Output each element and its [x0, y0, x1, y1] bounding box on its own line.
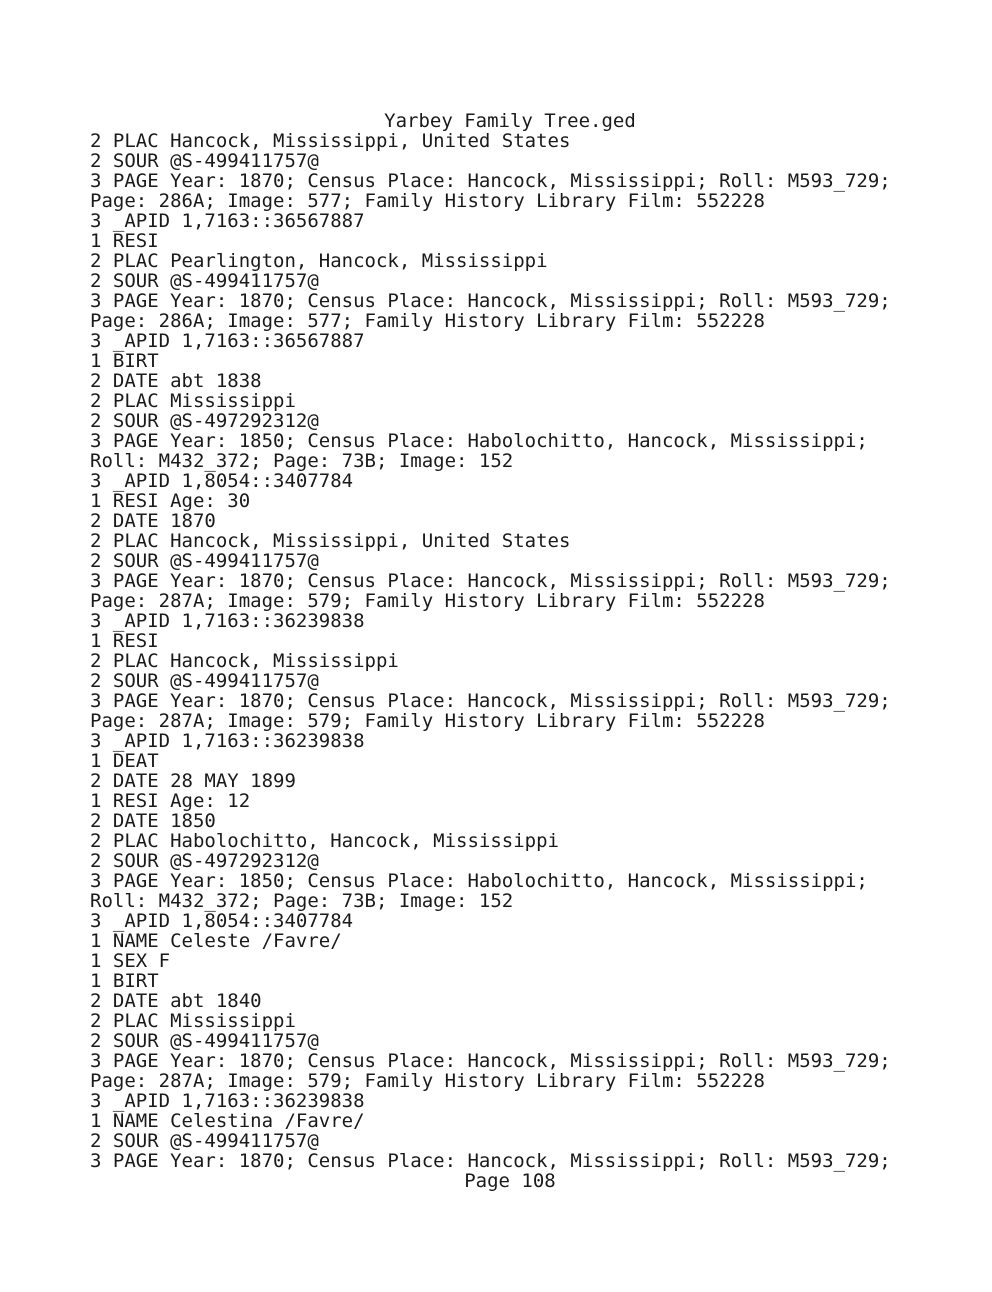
gedcom-line: Roll: M432_372; Page: 73B; Image: 152 [90, 890, 514, 912]
gedcom-line: 1 RESI [90, 630, 159, 652]
gedcom-line: 1 DEAT [90, 750, 159, 772]
page-number: Page 108 [464, 1170, 556, 1192]
gedcom-line: 1 RESI Age: 12 [90, 790, 251, 812]
gedcom-line: 2 SOUR @S-497292312@ [90, 850, 319, 872]
gedcom-line: 2 DATE 1870 [90, 510, 216, 532]
gedcom-line: 3 PAGE Year: 1850; Census Place: Habolochitto, Hancock, Mississippi; [90, 430, 868, 452]
gedcom-record-list [90, 131, 970, 1171]
gedcom-line: 2 DATE abt 1838 [90, 370, 262, 392]
gedcom-line: 3 PAGE Year: 1870; Census Place: Hancock, Mississippi; Roll: M593_729; [90, 570, 891, 592]
gedcom-line: 2 PLAC Hancock, Mississippi, United States [90, 530, 571, 552]
gedcom-line: 3 PAGE Year: 1870; Census Place: Hancock, Mississippi; Roll: M593_729; [90, 170, 891, 192]
gedcom-line: 1 BIRT [90, 970, 159, 992]
gedcom-line: 3 PAGE Year: 1870; Census Place: Hancock, Mississippi; Roll: M593_729; [90, 1050, 891, 1072]
document-title: Yarbey Family Tree.ged [384, 110, 636, 132]
gedcom-line: 3 PAGE Year: 1870; Census Place: Hancock, Mississippi; Roll: M593_729; [90, 690, 891, 712]
gedcom-line: Page: 287A; Image: 579; Family History Library Film: 552228 [90, 1070, 765, 1092]
gedcom-line: 2 PLAC Mississippi [90, 390, 296, 412]
gedcom-line: 3 PAGE Year: 1870; Census Place: Hancock, Mississippi; Roll: M593_729; [90, 1150, 891, 1172]
gedcom-line: Page: 286A; Image: 577; Family History Library Film: 552228 [90, 190, 765, 212]
gedcom-line: 1 RESI Age: 30 [90, 490, 251, 512]
gedcom-line: 3 _APID 1,8054::3407784 [90, 910, 354, 932]
gedcom-line: 2 SOUR @S-499411757@ [90, 670, 319, 692]
gedcom-line: 2 SOUR @S-499411757@ [90, 550, 319, 572]
gedcom-line: Page: 287A; Image: 579; Family History Library Film: 552228 [90, 590, 765, 612]
gedcom-line: 2 PLAC Hancock, Mississippi, United States [90, 130, 571, 152]
gedcom-line: 1 SEX F [90, 950, 171, 972]
gedcom-line: 2 PLAC Mississippi [90, 1010, 296, 1032]
gedcom-line: 3 _APID 1,8054::3407784 [90, 470, 354, 492]
gedcom-line: 2 DATE 1850 [90, 810, 216, 832]
gedcom-line: 2 PLAC Hancock, Mississippi [90, 650, 399, 672]
gedcom-line: 3 _APID 1,7163::36567887 [90, 210, 365, 232]
gedcom-line: 2 PLAC Pearlington, Hancock, Mississippi [90, 250, 548, 272]
gedcom-line: 3 _APID 1,7163::36239838 [90, 730, 365, 752]
gedcom-line: 2 DATE 28 MAY 1899 [90, 770, 296, 792]
gedcom-line: 3 _APID 1,7163::36239838 [90, 1090, 365, 1112]
gedcom-line: Page: 286A; Image: 577; Family History Library Film: 552228 [90, 310, 765, 332]
gedcom-line: Page: 287A; Image: 579; Family History Library Film: 552228 [90, 710, 765, 732]
gedcom-line: 2 SOUR @S-497292312@ [90, 410, 319, 432]
gedcom-line: 3 _APID 1,7163::36567887 [90, 330, 365, 352]
gedcom-line: 1 BIRT [90, 350, 159, 372]
gedcom-line: 2 PLAC Habolochitto, Hancock, Mississippi [90, 830, 559, 852]
gedcom-line: 3 _APID 1,7163::36239838 [90, 610, 365, 632]
gedcom-line: 2 SOUR @S-499411757@ [90, 270, 319, 292]
gedcom-line: 3 PAGE Year: 1850; Census Place: Habolochitto, Hancock, Mississippi; [90, 870, 868, 892]
gedcom-line: Roll: M432_372; Page: 73B; Image: 152 [90, 450, 514, 472]
gedcom-line: 2 DATE abt 1840 [90, 990, 262, 1012]
gedcom-line: 1 NAME Celeste /Favre/ [90, 930, 342, 952]
gedcom-line: 2 SOUR @S-499411757@ [90, 1030, 319, 1052]
gedcom-line: 3 PAGE Year: 1870; Census Place: Hancock, Mississippi; Roll: M593_729; [90, 290, 891, 312]
gedcom-line: 2 SOUR @S-499411757@ [90, 150, 319, 172]
gedcom-line: 1 RESI [90, 230, 159, 252]
gedcom-line: 2 SOUR @S-499411757@ [90, 1130, 319, 1152]
gedcom-line: 1 NAME Celestina /Favre/ [90, 1110, 365, 1132]
